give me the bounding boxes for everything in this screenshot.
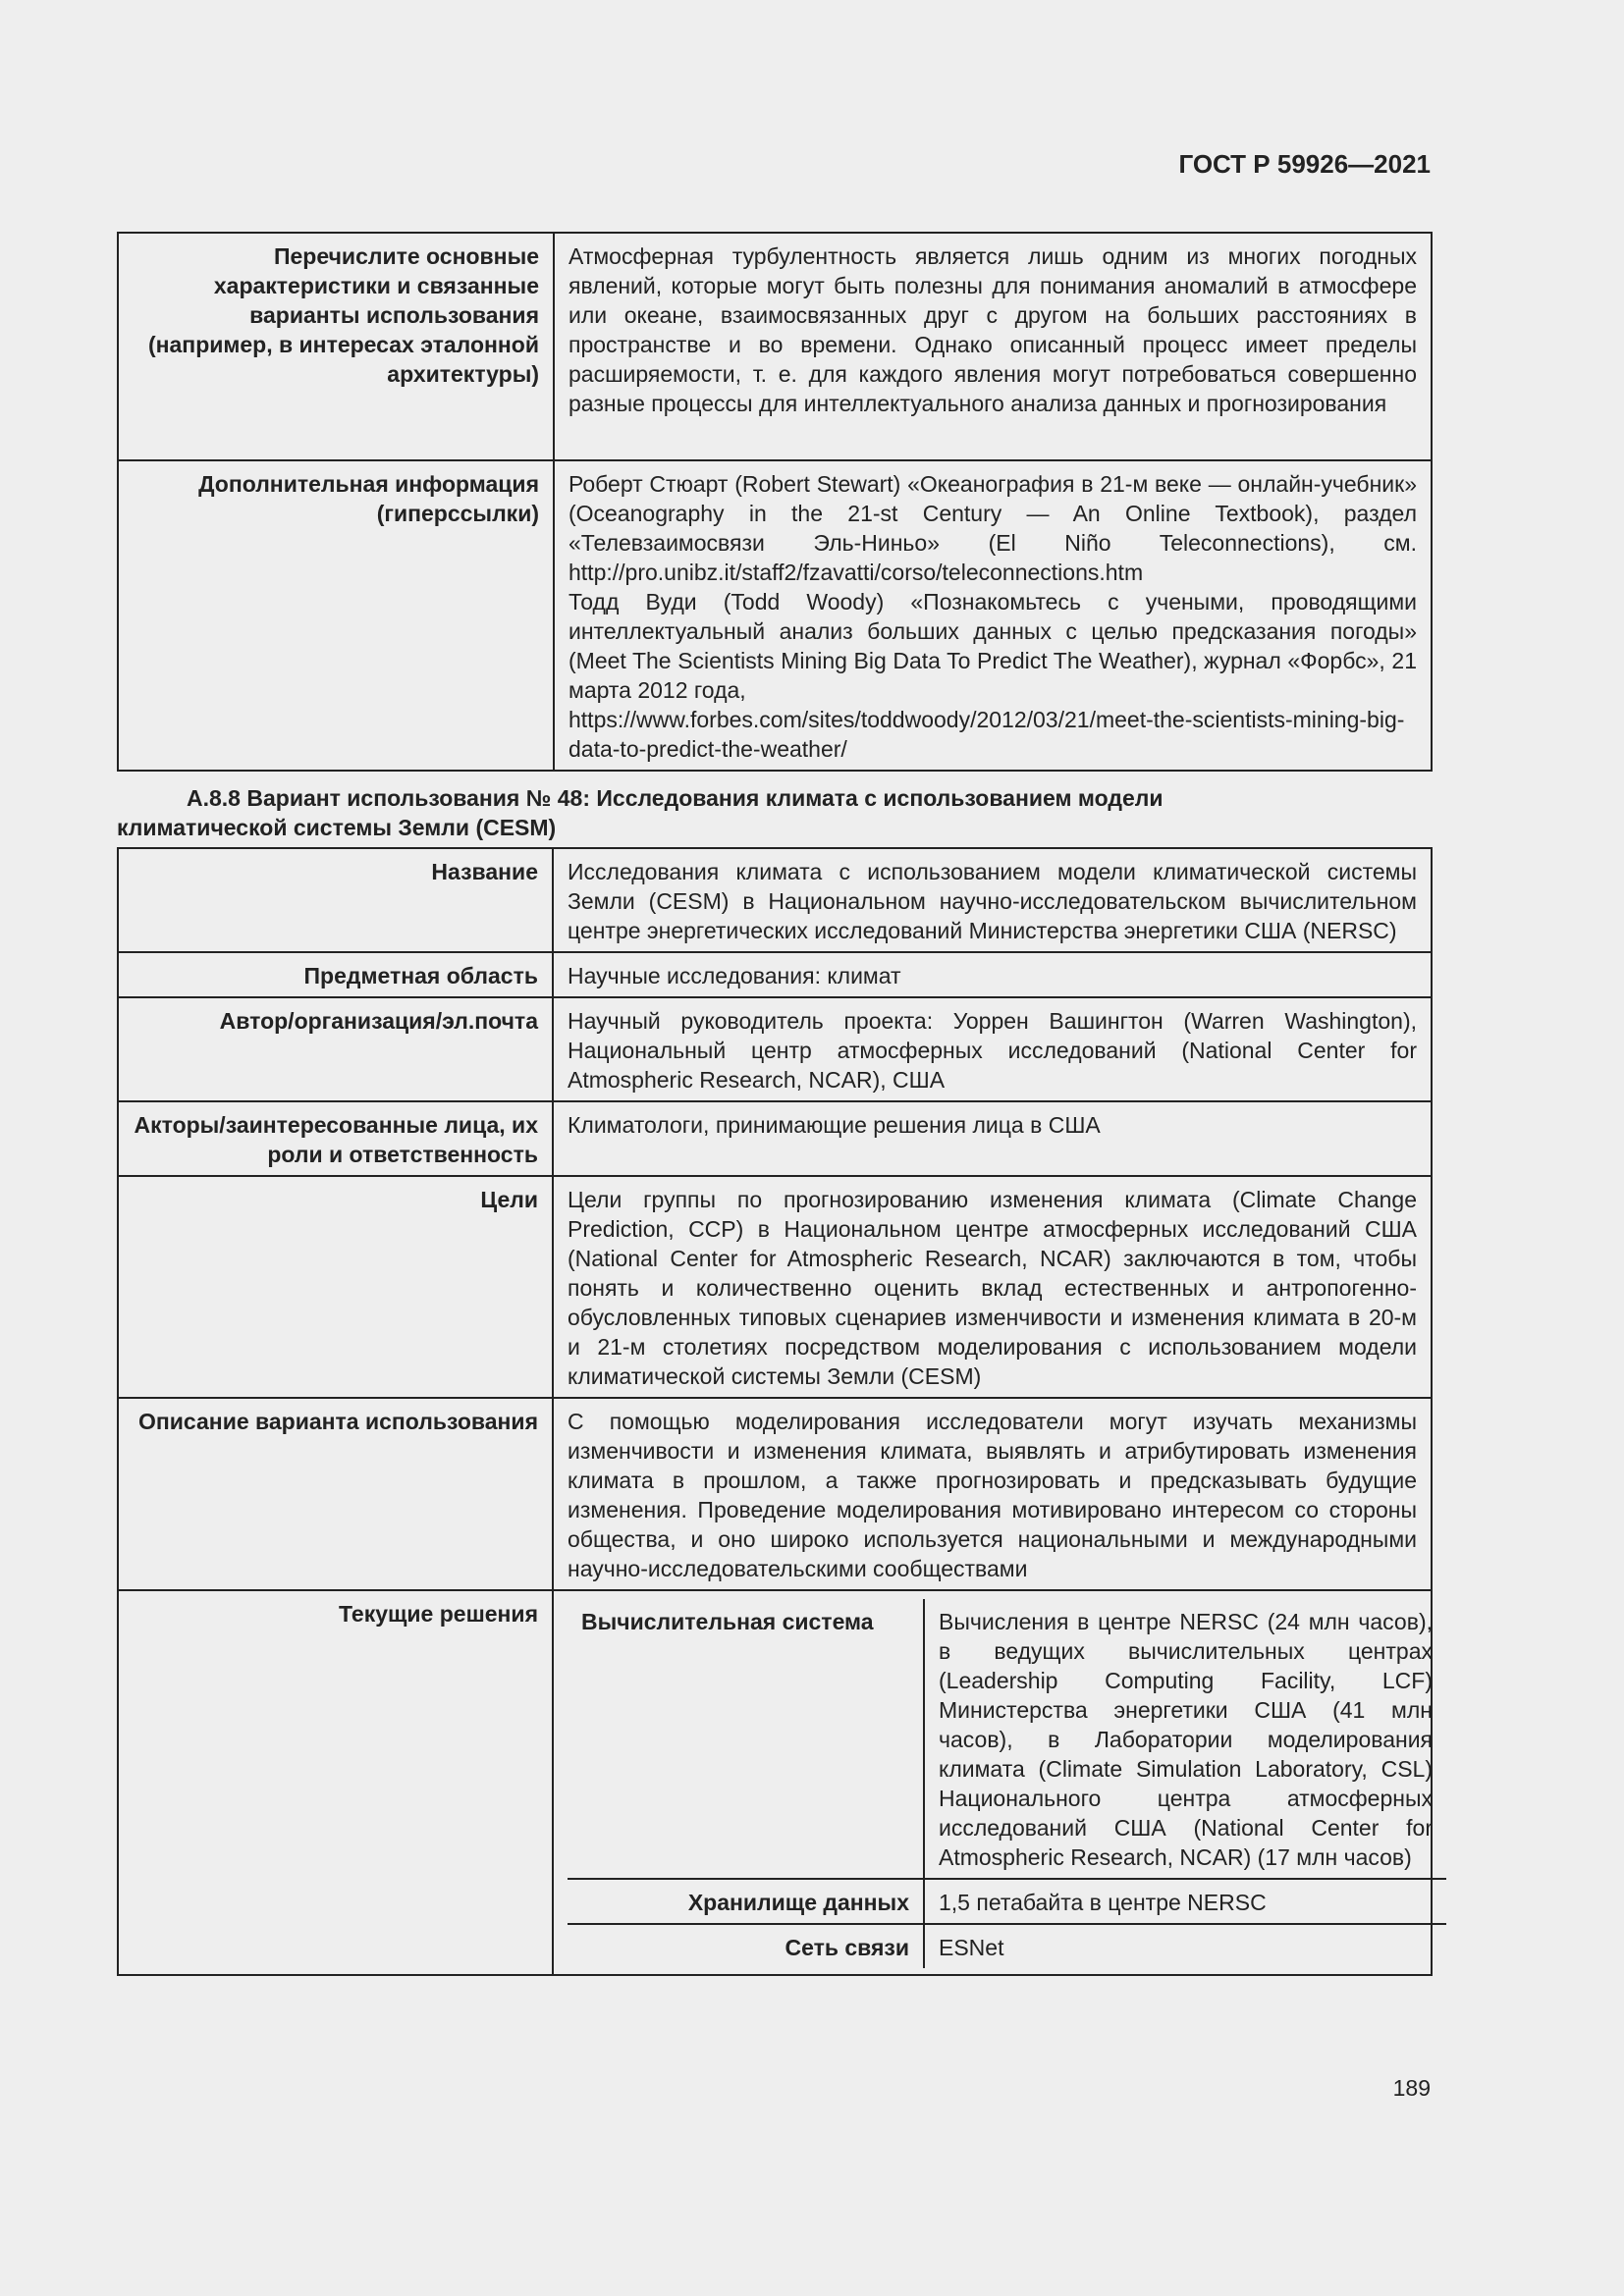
use-case-table [117, 847, 1433, 1976]
table-row [118, 233, 1432, 460]
features-table [117, 232, 1433, 772]
row-label-author: Автор/организация/эл.почта [118, 997, 553, 1101]
row-value-goals: Цели группы по прогнозированию изменения климата (Climate Change Prediction, CCP) в Национальном центре атмосферных исследований США (National Center for Atmospheric Research, NCAR) заключаются в том, чтобы понять и количественно оценить вклад естественных и антропогенно-обусловленных типовых сценариев изменчивости и изменения климата в 20-м и 21-м столетиях посредством моделирования с использованием модели климатической системы Земли (CESM) [553, 1176, 1432, 1398]
subrow-label-storage: Хранилище данных [568, 1879, 924, 1924]
row-label-current-solutions: Текущие решения [118, 1590, 553, 1975]
section-heading [117, 783, 1431, 842]
table-row [118, 952, 1432, 997]
subrow-label-compute: Вычислительная система [581, 1609, 874, 1634]
section-heading-line: А.8.8 Вариант использования № 48: Исследования климата с использованием модели [187, 785, 1164, 811]
reference-text: Тодд Вуди (Todd Woody) «Познакомьтесь с учеными, проводящими интеллектуальный анализ больших данных с целью предсказания погоды» (Meet The Scientists Mining Big Data To Predict The Weather), журнал «Форбс», 21 марта 2012 года, [568, 589, 1417, 703]
current-solutions-cell [553, 1590, 1432, 1975]
row-label-title: Название [118, 848, 553, 952]
subrow-value-network: ESNet [924, 1924, 1446, 1968]
row-label-goals: Цели [118, 1176, 553, 1398]
row-label-actors: Акторы/заинтересованные лица, их роли и ответственность [118, 1101, 553, 1176]
table-row [118, 1398, 1432, 1590]
table-row [118, 848, 1432, 952]
row-value-description: С помощью моделирования исследователи могут изучать механизмы изменчивости и изменения климата, выявлять и атрибутировать изменения климата в прошлом, а также прогнозировать и предсказывать будущие изменения. Проведение моделирования мотивировано интересом со стороны общества, и оно широко используется национальными и международными научно-исследовательскими сообществами [553, 1398, 1432, 1590]
table-row [118, 460, 1432, 771]
row-label-domain: Предметная область [118, 952, 553, 997]
table-row [568, 1599, 1446, 1879]
page-number: 189 [1392, 2075, 1431, 2101]
row-value-author: Научный руководитель проекта: Уоррен Вашингтон (Warren Washington), Национальный центр атмосферных исследований (National Center for Atmospheric Research, NCAR), США [553, 997, 1432, 1101]
table-row [118, 1176, 1432, 1398]
table-row [568, 1879, 1446, 1924]
document-code: ГОСТ Р 59926—2021 [1178, 149, 1431, 179]
table-row [118, 1101, 1432, 1176]
subrow-value-compute: Вычисления в центре NERSC (24 млн часов), в ведущих вычислительных центрах (Leadership Computing Facility, LCF) Министерства энергетики США (41 млн часов), в Лаборатории моделирования климата (Climate Simulation Laboratory, CSL) Национального центра атмосферных исследований США (National Center for Atmospheric Research, NCAR) (17 млн часов) [924, 1599, 1446, 1879]
row-value-title: Исследования климата с использованием модели климатической системы Земли (CESM) в Национальном научно-исследовательском вычислительном центре энергетических исследований Министерства энергетики США (NERSC) [553, 848, 1432, 952]
table-row [568, 1924, 1446, 1968]
reference-text: Роберт Стюарт (Robert Stewart) «Океанография в 21-м веке — онлайн-учебник» (Oceanography in the 21-st Century — An Online Textbook), раздел «Телевзаимосвязи Эль-Ниньо» (El Niño Teleconnections), см. http://pro.unibz.it/staff2/fzavatti/corso/teleconnections.htm [568, 471, 1417, 585]
row-label-additional-info: Дополнительная информация (гиперссылки) [118, 460, 554, 771]
row-value-actors: Климатологи, принимающие решения лица в США [553, 1101, 1432, 1176]
row-value-features: Атмосферная турбулентность является лишь одним из многих погодных явлений, которые могут быть полезны для понимания аномалий в атмосфере или океане, взаимосвязанных друг с другом на больших расстояниях в пространстве и во времени. Однако описанный процесс имеет пределы расширяемости, т. е. для каждого явления могут потребоваться совершенно разные процессы для интеллектуального анализа данных и прогнозирования [554, 233, 1432, 460]
row-value-additional-info [554, 460, 1432, 771]
section-heading-line: климатической системы Земли (CESM) [117, 815, 557, 840]
reference-link[interactable]: https://www.forbes.com/sites/toddwoody/2012/03/21/meet-the-scientists-mining-big-data-to-predict-the-weather/ [568, 707, 1405, 762]
subrow-label-network: Сеть связи [568, 1924, 924, 1968]
row-label-description: Описание варианта использования [118, 1398, 553, 1590]
table-row [118, 997, 1432, 1101]
subrow-value-storage: 1,5 петабайта в центре NERSC [924, 1879, 1446, 1924]
current-solutions-subtable [568, 1599, 1446, 1968]
row-value-domain: Научные исследования: климат [553, 952, 1432, 997]
table-row [118, 1590, 1432, 1975]
row-label-features: Перечислите основные характеристики и связанные варианты использования (например, в интересах эталонной архитектуры) [118, 233, 554, 460]
